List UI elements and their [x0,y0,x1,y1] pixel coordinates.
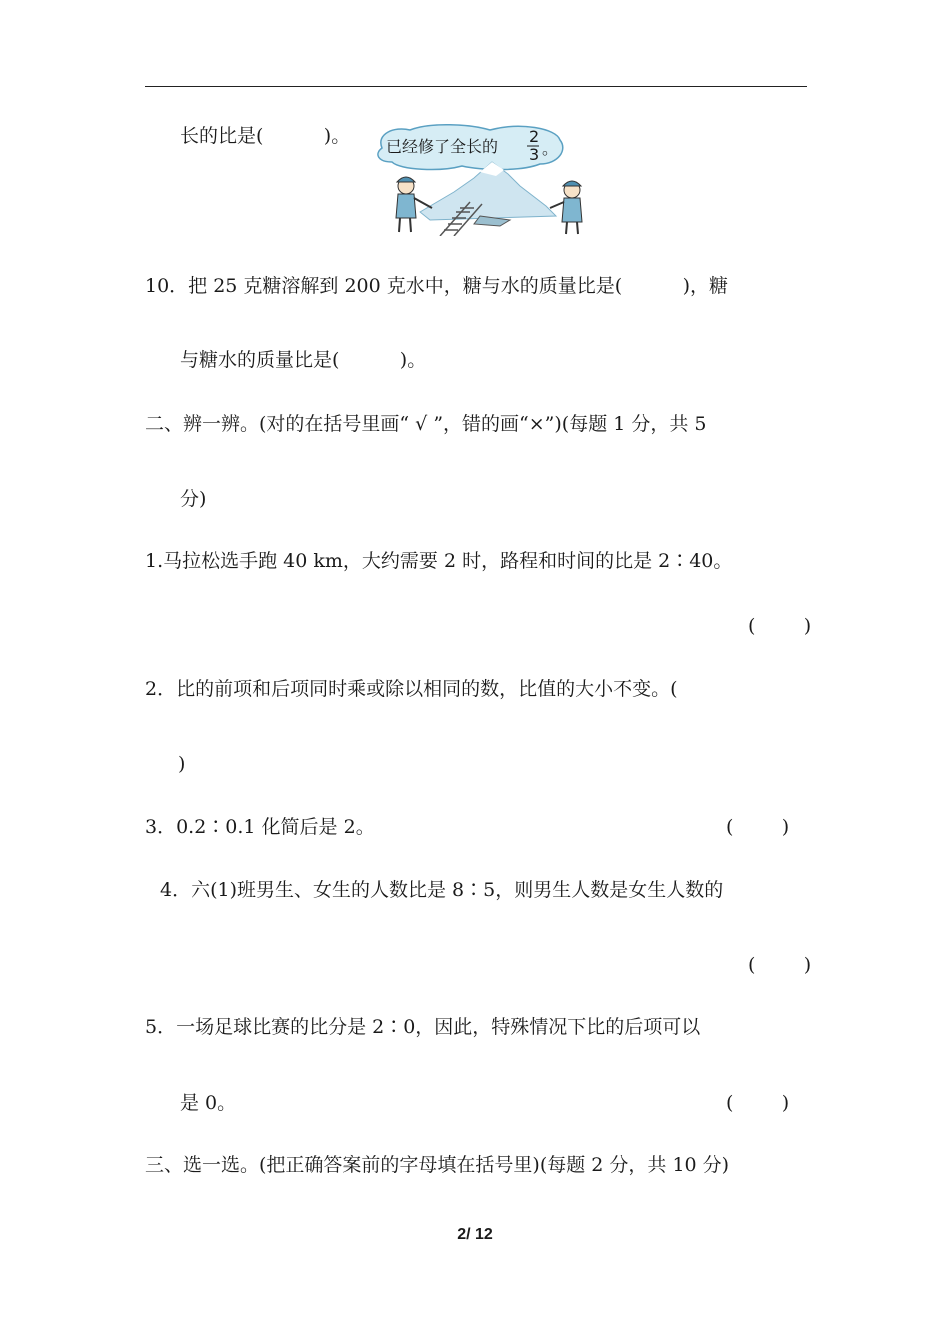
fraction-numerator: 2 [529,127,540,146]
answer-bracket-1[interactable]: ( ) [748,615,812,637]
q9-tail-text: 长的比是( )。 [180,125,351,147]
judge-item-5-line2: 是 0。 [180,1092,237,1114]
judge-item-2-line2: ) [178,753,186,775]
judge-item-2-line1: 2．比的前项和后项同时乘或除以相同的数，比值的大小不变。( [145,678,678,700]
judge-item-1: 1.马拉松选手跑 40 km，大约需要 2 时，路程和时间的比是 2∶40。 [145,550,733,572]
header-rule [145,86,807,87]
section2-heading-line1: 二、辨一辨。(对的在括号里画“ √ ”，错的画“×”)(每题 1 分，共 5 [145,413,707,435]
judge-item-5-line1: 5．一场足球比赛的比分是 2∶0，因此，特殊情况下比的后项可以 [145,1016,701,1038]
judge-item-4: 4．六(1)班男生、女生的人数比是 8∶5，则男生人数是女生人数的 [160,879,724,901]
answer-bracket-4[interactable]: ( ) [748,954,812,976]
q10-line2: 与糖水的质量比是( )。 [180,349,427,371]
answer-bracket-5[interactable]: ( ) [726,1092,790,1114]
page-number: 2/ 12 [457,1226,493,1243]
speech-text: 已经修了全长的 [386,137,499,156]
road-workers-illustration [370,120,590,236]
fraction-denominator: 3 [529,145,540,164]
speech-end: 。 [542,139,559,158]
section3-heading: 三、选一选。(把正确答案前的字母填在括号里)(每题 2 分，共 10 分) [145,1154,730,1176]
answer-bracket-3[interactable]: ( ) [726,816,790,838]
judge-item-3: 3．0.2∶0.1 化简后是 2。 [145,816,375,838]
section2-heading-line2: 分) [180,488,207,510]
q10-line1: 10．把 25 克糖溶解到 200 克水中，糖与水的质量比是( )，糖 [145,275,728,297]
